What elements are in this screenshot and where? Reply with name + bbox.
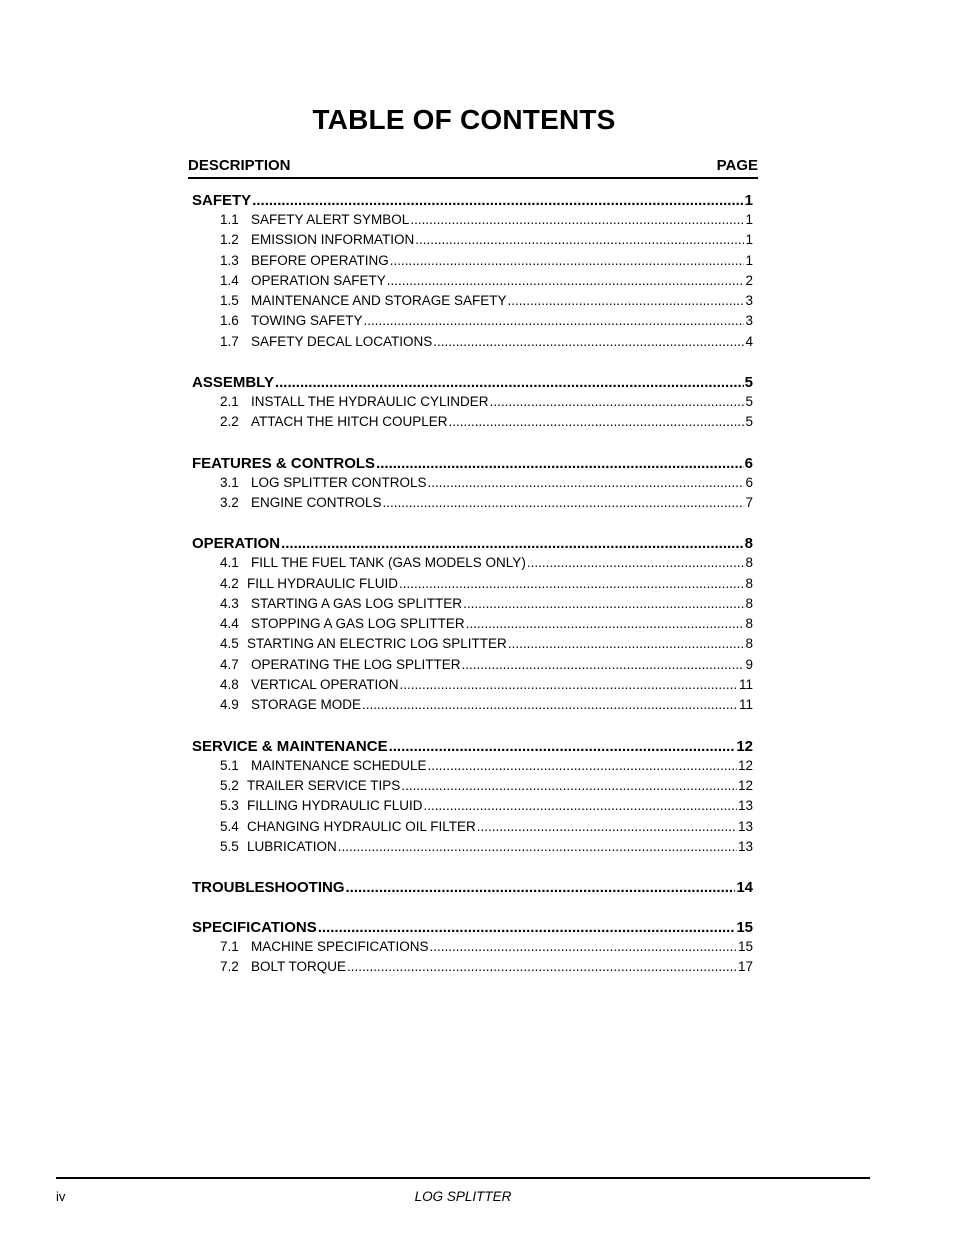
toc-page-number: 15 [736, 919, 753, 937]
toc-subsection-entry[interactable] [192, 576, 753, 596]
toc-subsection-entry[interactable] [192, 495, 753, 515]
dot-leader [275, 374, 744, 391]
toc-subsection-number: 5.3 [220, 798, 239, 814]
toc-subsection-label: BEFORE OPERATING [251, 252, 389, 268]
toc-subsection-number: 1.4 [220, 272, 239, 288]
toc-section-entry[interactable] [192, 455, 753, 475]
toc-subsection-label: LOG SPLITTER CONTROLS [251, 474, 427, 490]
toc-subsection-label: FILLING HYDRAULIC FLUID [247, 798, 423, 814]
toc-subsection-number: 1.2 [220, 232, 239, 248]
dot-leader [362, 697, 738, 712]
toc-page-number: 8 [745, 636, 753, 652]
toc-subsection-entry[interactable] [192, 758, 753, 778]
toc-subsection-number: 7.1 [220, 939, 239, 955]
toc-subsection-label: OPERATION SAFETY [251, 272, 386, 288]
toc-subsection-label: TRAILER SERVICE TIPS [247, 777, 401, 793]
toc-page-number: 12 [737, 757, 753, 773]
toc-page-number: 8 [745, 555, 753, 571]
dot-leader [389, 738, 736, 755]
toc-section-title: TROUBLESHOOTING [192, 879, 345, 897]
toc-subsection-entry[interactable] [192, 555, 753, 575]
toc-subsection-label: CHANGING HYDRAULIC OIL FILTER [247, 818, 476, 834]
toc-subsection-number: 5.2 [220, 777, 239, 793]
toc-section-title: SAFETY [192, 192, 252, 209]
toc-subsection-entry[interactable] [192, 959, 753, 979]
toc-page-number: 8 [745, 575, 753, 591]
toc-page-number: 15 [737, 939, 753, 955]
toc-subsection-entry[interactable] [192, 394, 753, 414]
toc-page-number: 1 [744, 192, 753, 209]
dot-leader [490, 394, 745, 409]
toc-subsection-entry[interactable] [192, 414, 753, 434]
toc-subsection-label: STARTING A GAS LOG SPLITTER [251, 595, 463, 611]
page-title: TABLE OF CONTENTS [312, 104, 616, 135]
toc-subsection-label: STORAGE MODE [251, 697, 362, 713]
toc-subsection-number: 4.1 [220, 555, 239, 571]
toc-subsection-entry[interactable] [192, 232, 753, 252]
toc-page-number: 5 [745, 394, 753, 410]
dot-leader [281, 535, 744, 552]
dot-leader [430, 939, 737, 954]
toc-page-number: 6 [745, 474, 753, 490]
dot-leader [399, 576, 744, 591]
dot-leader [428, 758, 737, 773]
toc-page-number: 11 [738, 677, 753, 693]
dot-leader [390, 253, 745, 268]
toc-subsection-entry[interactable] [192, 616, 753, 636]
toc-subsection-entry[interactable] [192, 212, 753, 232]
footer-product-name: LOG SPLITTER [414, 1189, 512, 1204]
toc-page-number: 3 [745, 293, 753, 309]
toc-subsection-entry[interactable] [192, 778, 753, 798]
dot-leader [428, 475, 745, 490]
description-column-label: DESCRIPTION [188, 157, 291, 174]
toc-page-number: 1 [745, 212, 753, 227]
toc-subsection-number: 4.7 [220, 656, 239, 672]
toc-subsection-number: 1.3 [220, 252, 239, 268]
toc-subsection-entry[interactable] [192, 697, 753, 717]
toc-subsection-entry[interactable] [192, 273, 753, 293]
toc-section-title: OPERATION [192, 535, 281, 553]
toc-section-entry[interactable] [192, 919, 753, 939]
toc-subsection-entry[interactable] [192, 636, 753, 656]
toc-subsection-number: 5.5 [220, 838, 239, 854]
dot-leader [346, 879, 736, 896]
dot-leader [376, 455, 744, 472]
toc-subsection-label: ATTACH THE HITCH COUPLER [251, 414, 448, 430]
dot-leader [424, 798, 737, 813]
dot-leader [401, 778, 737, 793]
toc-subsection-number: 1.5 [220, 293, 239, 309]
toc-section [192, 738, 753, 859]
toc-subsection-number: 4.8 [220, 677, 239, 693]
toc-section-entry[interactable] [192, 535, 753, 555]
toc-page-number: 14 [736, 879, 753, 897]
toc-page-number: 12 [737, 777, 753, 793]
dot-leader [415, 232, 744, 247]
dot-leader [400, 677, 738, 692]
toc-page-number: 1 [745, 252, 753, 268]
toc-subsection-label: ENGINE CONTROLS [251, 494, 382, 510]
toc-page-number: 5 [745, 414, 753, 430]
toc-section-title: SERVICE & MAINTENANCE [192, 737, 388, 755]
toc-subsection-entry[interactable] [192, 798, 753, 818]
toc-section-entry[interactable] [192, 374, 753, 394]
dot-leader [387, 273, 745, 288]
toc-section-title: SPECIFICATIONS [192, 919, 317, 937]
dot-leader [508, 293, 745, 308]
toc-subsection-entry[interactable] [192, 334, 753, 354]
toc-page-number: 6 [744, 454, 753, 472]
toc-section [192, 535, 753, 717]
toc-subsection-number: 4.5 [220, 636, 239, 652]
toc-page-number: 9 [745, 656, 753, 672]
toc-subsection-number: 5.1 [220, 757, 239, 773]
toc-subsection-number: 3.1 [220, 474, 239, 490]
toc-subsection-number: 1.1 [220, 212, 239, 227]
toc-section-title: ASSEMBLY [192, 374, 274, 392]
toc-subsection-label: MAINTENANCE SCHEDULE [251, 757, 427, 773]
dot-leader [347, 959, 737, 974]
toc-subsection-number: 7.2 [220, 959, 239, 975]
toc-subsection-entry[interactable] [192, 819, 753, 839]
toc-subsection-number: 2.2 [220, 414, 239, 430]
toc-section-entry[interactable] [192, 738, 753, 758]
toc-subsection-label: TOWING SAFETY [251, 313, 363, 329]
toc-subsection-label: STARTING AN ELECTRIC LOG SPLITTER [247, 636, 507, 652]
dot-leader [462, 657, 745, 672]
toc-page-number: 5 [744, 374, 753, 392]
toc-subsection-entry[interactable] [192, 313, 753, 333]
toc-page-number: 3 [745, 313, 753, 329]
toc-section-entry[interactable] [192, 879, 753, 899]
dot-leader [338, 839, 737, 854]
column-header [188, 157, 758, 179]
toc-subsection-number: 5.4 [220, 818, 239, 834]
toc-subsection-label: FILL HYDRAULIC FLUID [247, 575, 399, 591]
toc-subsection-number: 4.2 [220, 575, 239, 591]
toc-subsection-entry[interactable] [192, 939, 753, 959]
toc-subsection-entry[interactable] [192, 657, 753, 677]
footer-page-number: iv [56, 1189, 66, 1204]
dot-leader [463, 596, 744, 611]
toc-subsection-entry[interactable] [192, 293, 753, 313]
toc-subsection-label: SAFETY DECAL LOCATIONS [251, 333, 433, 349]
toc-section [192, 455, 753, 516]
dot-leader [410, 212, 744, 227]
toc-section [192, 879, 753, 899]
dot-leader [527, 555, 745, 570]
toc-section-entry[interactable] [192, 192, 753, 212]
dot-leader [466, 616, 745, 631]
toc-subsection-number: 4.4 [220, 616, 239, 632]
page-column-label: PAGE [716, 157, 758, 174]
toc-section [192, 919, 753, 980]
dot-leader [383, 495, 745, 510]
toc-subsection-label: FILL THE FUEL TANK (GAS MODELS ONLY) [251, 555, 526, 571]
toc-page-number: 8 [745, 595, 753, 611]
toc-page-number: 11 [738, 697, 753, 713]
toc-page-number: 7 [745, 494, 753, 510]
toc-subsection-label: MACHINE SPECIFICATIONS [251, 939, 429, 955]
toc-page-number: 8 [745, 616, 753, 632]
toc-page-number: 13 [737, 818, 753, 834]
footer-divider [56, 1177, 870, 1179]
toc-page-number: 4 [745, 333, 753, 349]
toc-subsection-entry[interactable] [192, 839, 753, 859]
table-of-contents [192, 192, 753, 1000]
toc-subsection-number: 1.7 [220, 333, 239, 349]
toc-subsection-number: 4.9 [220, 697, 239, 713]
toc-subsection-entry[interactable] [192, 596, 753, 616]
toc-subsection-label: STOPPING A GAS LOG SPLITTER [251, 616, 465, 632]
toc-section-title: FEATURES & CONTROLS [192, 454, 376, 472]
dot-leader [477, 819, 737, 834]
toc-section [192, 192, 753, 354]
toc-subsection-label: SAFETY ALERT SYMBOL [251, 212, 410, 227]
toc-section [192, 374, 753, 435]
toc-page-number: 17 [737, 959, 753, 975]
toc-subsection-entry[interactable] [192, 475, 753, 495]
dot-leader [433, 334, 744, 349]
toc-subsection-label: VERTICAL OPERATION [251, 677, 399, 693]
toc-page-number: 8 [744, 535, 753, 553]
toc-subsection-label: MAINTENANCE AND STORAGE SAFETY [251, 293, 507, 309]
toc-subsection-label: OPERATING THE LOG SPLITTER [251, 656, 461, 672]
toc-page-number: 12 [736, 737, 753, 755]
dot-leader [508, 636, 745, 651]
toc-page-number: 2 [745, 272, 753, 288]
toc-page-number: 1 [745, 232, 753, 248]
dot-leader [318, 919, 736, 936]
toc-page-number: 13 [737, 798, 753, 814]
toc-subsection-entry[interactable] [192, 253, 753, 273]
toc-subsection-number: 1.6 [220, 313, 239, 329]
toc-subsection-entry[interactable] [192, 677, 753, 697]
toc-subsection-label: BOLT TORQUE [251, 959, 347, 975]
toc-subsection-number: 4.3 [220, 595, 239, 611]
dot-leader [364, 313, 745, 328]
toc-subsection-number: 3.2 [220, 494, 239, 510]
toc-subsection-label: LUBRICATION [247, 838, 337, 854]
toc-subsection-number: 2.1 [220, 394, 239, 410]
toc-page-number: 13 [737, 838, 753, 854]
dot-leader [449, 414, 745, 429]
toc-subsection-label: INSTALL THE HYDRAULIC CYLINDER [251, 394, 489, 410]
toc-subsection-label: EMISSION INFORMATION [251, 232, 415, 248]
dot-leader [252, 192, 743, 209]
